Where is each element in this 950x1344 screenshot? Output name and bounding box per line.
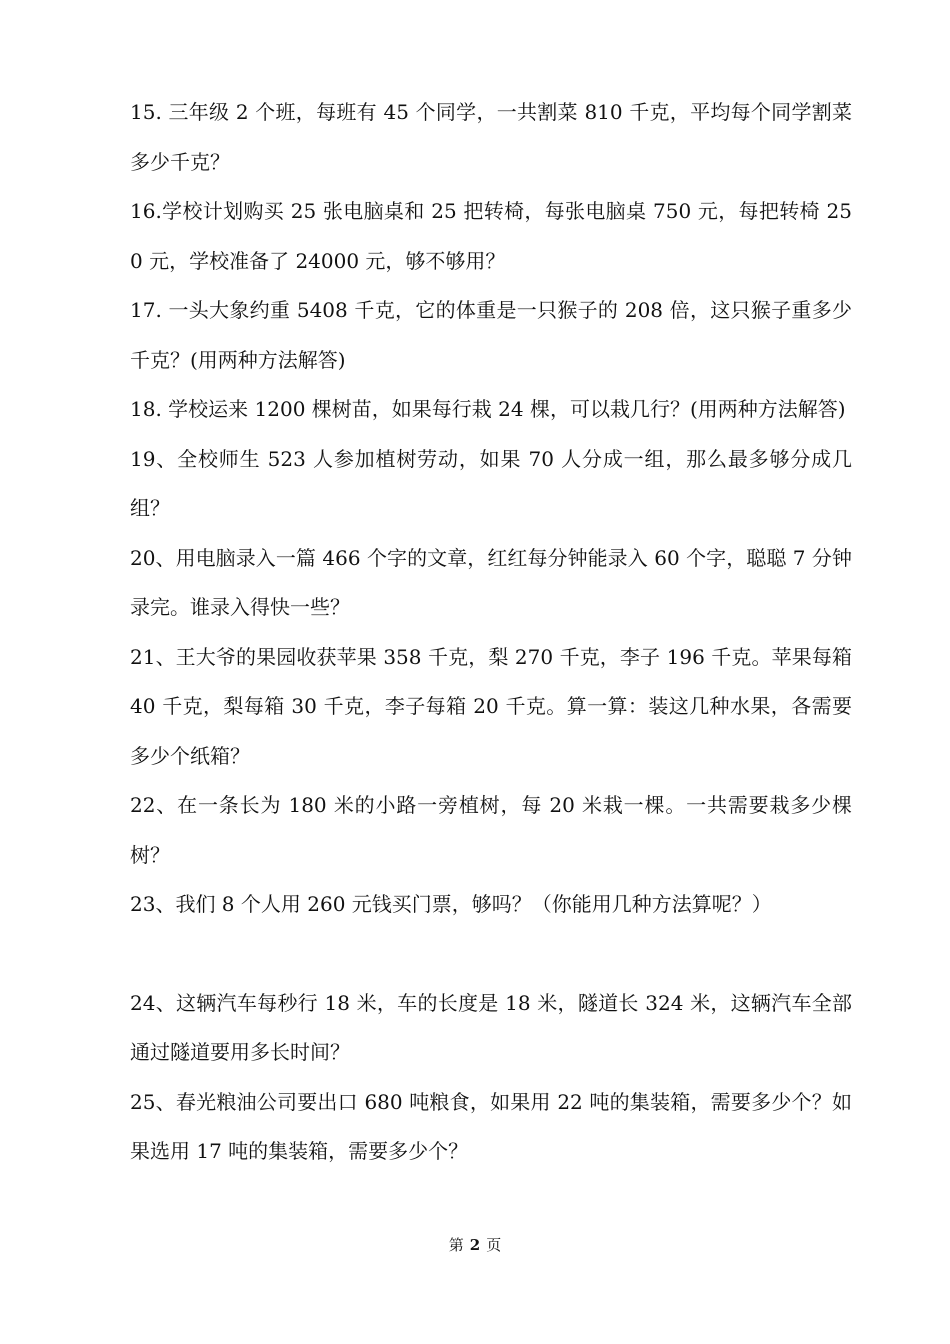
- problem-16: 16.学校计划购买 25 张电脑桌和 25 把转椅，每张电脑桌 750 元，每把转椅 250 元，学校准备了 24000 元，够不够用？: [130, 199, 852, 273]
- problem-23: 23、我们 8 个人用 260 元钱买门票，够吗？（你能用几种方法算呢？）: [130, 892, 772, 916]
- problem-24: 24、这辆汽车每秒行 18 米，车的长度是 18 米，隧道长 324 米，这辆汽车全部通过隧道要用多长时间？: [130, 990, 852, 1064]
- problem-17: 17. 一头大象约重 5408 千克，它的体重是一只猴子的 208 倍，这只猴子重多少千克？(用两种方法解答): [130, 298, 852, 372]
- problem-18: 18. 学校运来 1200 棵树苗，如果每行栽 24 棵，可以栽几行？(用两种方法解答): [130, 397, 846, 421]
- problem-19: 19、全校师生 523 人参加植树劳动，如果 70 人分成一组，那么最多够分成几组？: [130, 446, 852, 520]
- word-problem-list: [130, 88, 852, 1177]
- problem-22: 22、在一条长为 180 米的小路一旁植树，每 20 米栽一棵。一共需要栽多少棵树？: [130, 793, 852, 867]
- problem-15: 15. 三年级 2 个班，每班有 45 个同学，一共割菜 810 千克，平均每个同学割菜多少千克？: [130, 100, 852, 174]
- page-label-suffix: 页: [486, 1236, 502, 1254]
- page-number: 2: [469, 1236, 481, 1254]
- problem-25: 25、春光粮油公司要出口 680 吨粮食，如果用 22 吨的集装箱，需要多少个？如果选用 17 吨的集装箱，需要多少个？: [130, 1089, 852, 1163]
- problem-21: 21、王大爷的果园收获苹果 358 千克，梨 270 千克，李子 196 千克。苹果每箱 40 千克，梨每箱 30 千克，李子每箱 20 千克。算一算：装这几种水果，各需要多少个纸箱？: [130, 644, 852, 768]
- page-label-prefix: 第: [448, 1236, 464, 1254]
- page-footer: [0, 1234, 950, 1256]
- problem-20: 20、用电脑录入一篇 466 个字的文章，红红每分钟能录入 60 个字，聪聪 7 分钟录完。谁录入得快一些？: [130, 545, 852, 619]
